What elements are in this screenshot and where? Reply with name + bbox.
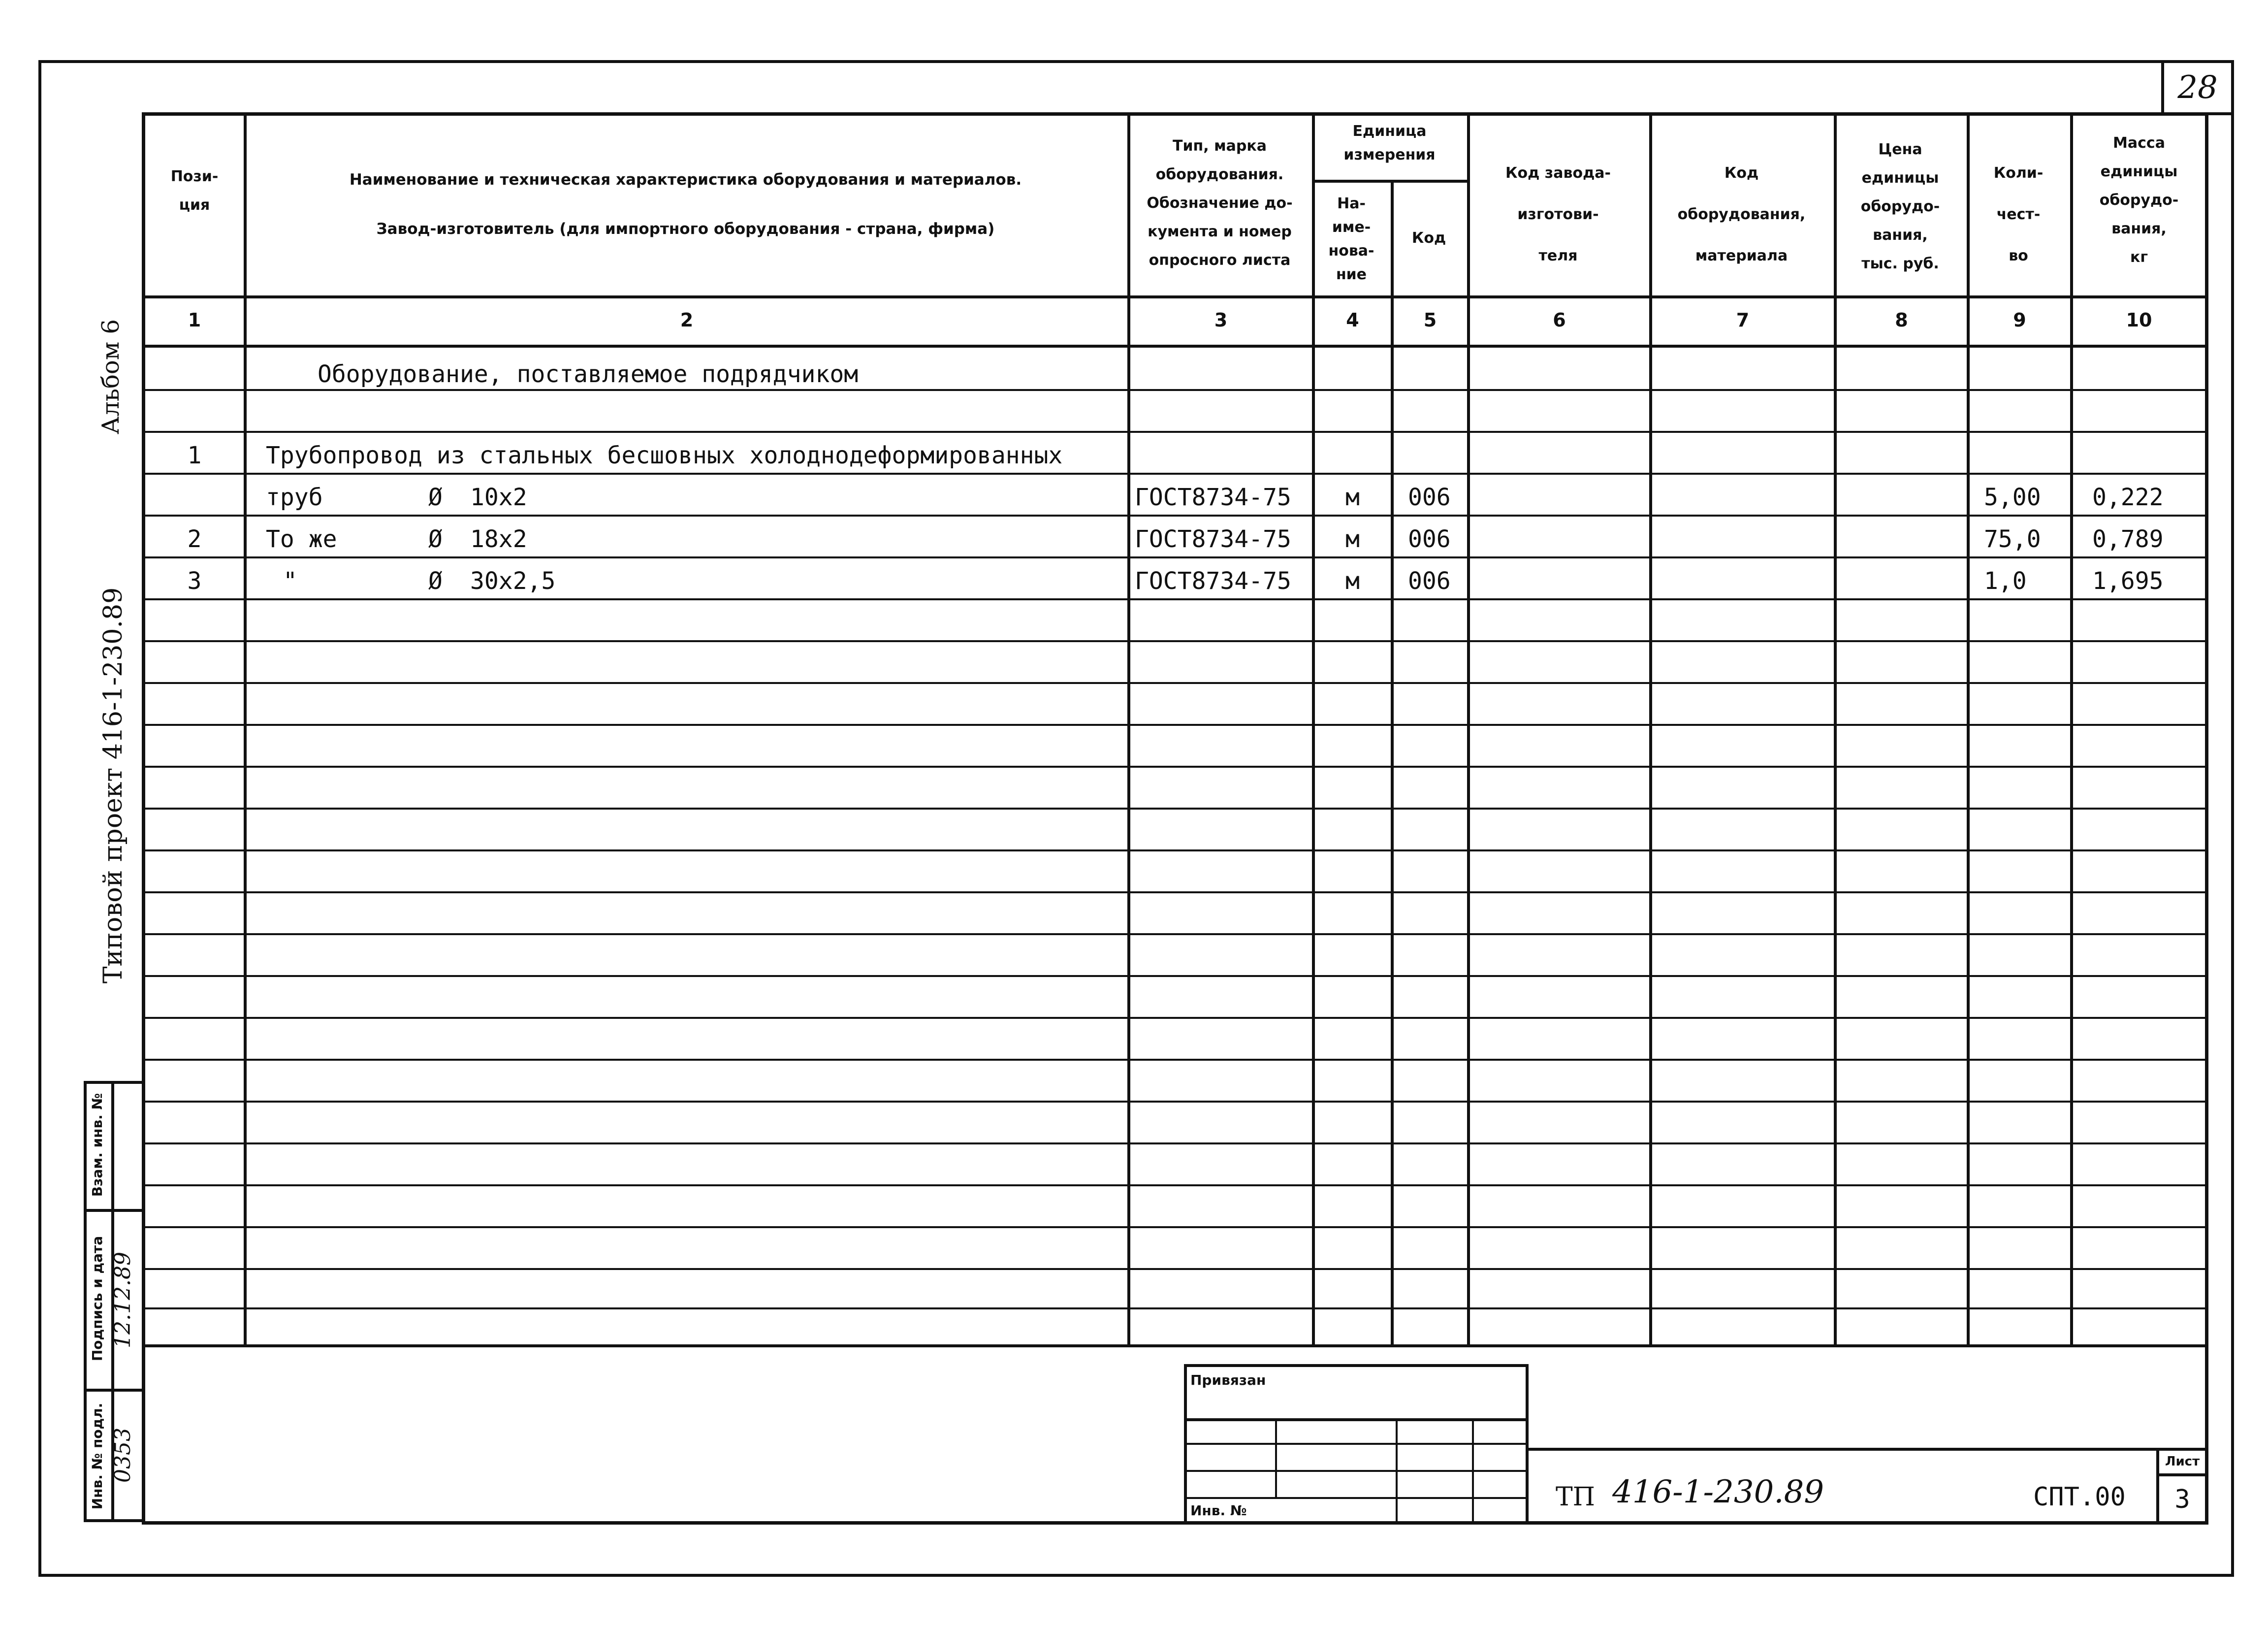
- row-line: [142, 975, 2208, 977]
- inv-podl-text: Инв. № подл.: [89, 1402, 105, 1510]
- row2-mass: 0,789: [2092, 525, 2164, 553]
- row-line: [142, 724, 2208, 726]
- side-podpis-label: [85, 1211, 110, 1386]
- row1b-name: труб: [266, 484, 323, 511]
- colnum-7: 7: [1736, 309, 1750, 331]
- privyazan-line-1: [1184, 1418, 1529, 1421]
- row-line: [142, 808, 2208, 810]
- row1-pos: 1: [187, 442, 202, 469]
- list-value: 3: [2174, 1485, 2190, 1514]
- row-line: [142, 1184, 2208, 1186]
- doc-code: СПТ.00: [2033, 1482, 2126, 1512]
- row3-mass: 1,695: [2092, 567, 2164, 595]
- side-podpis-value: [108, 1221, 138, 1379]
- privyazan-vline-3: [1472, 1418, 1474, 1525]
- side-inv-label: [85, 1392, 110, 1520]
- row-line: [142, 431, 2208, 433]
- col-line-4: [1391, 180, 1394, 1344]
- project-label: [94, 574, 133, 997]
- list-label: Лист: [2165, 1454, 2200, 1469]
- row3-size: 30x2,5: [470, 567, 556, 595]
- header-price: Цена единицы оборудо- вания, тыс. руб.: [1860, 141, 1940, 272]
- header-name: Наименование и техническая характеристика оборудования и материалов. Завод-изготовитель (для импортного оборудования - страна, фирма): [349, 171, 1022, 238]
- row3-qty: 1,0: [1984, 567, 2027, 595]
- privyazan-vline-2: [1396, 1418, 1398, 1525]
- row3-pos: 3: [187, 567, 202, 595]
- row-line: [142, 1142, 2208, 1144]
- table-bottom-line: [142, 1344, 2208, 1347]
- privyazan-vline-1: [1275, 1418, 1277, 1497]
- row1b-unit: м: [1345, 484, 1360, 511]
- colnum-bottom-line: [142, 345, 2208, 348]
- row-line: [142, 891, 2208, 893]
- side-stamp-divider-2: [84, 1389, 145, 1392]
- header-factory-code: Код завода- изготови- теля: [1505, 164, 1611, 264]
- privyazan-line-3: [1184, 1470, 1529, 1472]
- row-line: [142, 1059, 2208, 1061]
- colnum-9: 9: [2013, 309, 2026, 331]
- row2-size: 18x2: [470, 525, 527, 553]
- header-mass: Масса единицы оборудо- вания, кг: [2099, 134, 2179, 266]
- row3-doc: ГОСТ8734-75: [1135, 567, 1291, 595]
- row2-pos: 2: [187, 525, 202, 553]
- row2-doc: ГОСТ8734-75: [1135, 525, 1291, 553]
- album-label: [94, 313, 128, 441]
- album-text: Альбом 6: [97, 319, 125, 434]
- podpis-value-text: 12.12.89: [110, 1252, 135, 1348]
- tp-prefix: ТП: [1556, 1482, 1596, 1512]
- row2-unit: м: [1345, 525, 1360, 553]
- colnum-5: 5: [1423, 309, 1437, 331]
- row1b-size: 10x2: [470, 484, 527, 511]
- colnum-3: 3: [1214, 309, 1228, 331]
- table-top-line: [142, 112, 2208, 115]
- vzam-text: Взам. инв. №: [89, 1093, 105, 1197]
- tp-number: 416-1-230.89: [1612, 1474, 1824, 1510]
- row3-name: ": [283, 567, 297, 595]
- header-unit: Единица измерения: [1343, 123, 1436, 163]
- row-line: [142, 1017, 2208, 1019]
- row-line: [142, 1226, 2208, 1228]
- privyazan-line-2: [1184, 1443, 1529, 1445]
- sheet-number-top: 28: [2177, 69, 2218, 106]
- row3-unit: м: [1345, 567, 1360, 595]
- row1b-mass: 0,222: [2092, 484, 2164, 511]
- list-box-divider: [2156, 1473, 2208, 1476]
- colnum-1: 1: [188, 309, 201, 331]
- row-line: [142, 849, 2208, 851]
- row1b-code: 006: [1408, 484, 1451, 511]
- colnum-8: 8: [1895, 309, 1908, 331]
- unit-subheader-line: [1312, 180, 1467, 183]
- header-quantity: Коли- чест- во: [1993, 164, 2044, 264]
- row-line: [142, 1307, 2208, 1309]
- privyazan-label: Привязан: [1190, 1372, 1266, 1388]
- row2-name: То же: [266, 525, 337, 553]
- row1b-doc: ГОСТ8734-75: [1135, 484, 1291, 511]
- row1b-qty: 5,00: [1984, 484, 2041, 511]
- row-line: [142, 933, 2208, 935]
- header-unit-code: Код: [1411, 229, 1446, 247]
- inv-podl-value-text: 0353: [110, 1428, 135, 1483]
- row1-name: Трубопровод из стальных бесшовных холоднодеформированных: [266, 442, 1063, 469]
- section-title: Оборудование, поставляемое подрядчиком: [318, 360, 859, 388]
- header-type: Тип, марка оборудования. Обозначение до- кумента и номер опросного листа: [1147, 137, 1293, 269]
- podpis-text: Подпись и дата: [89, 1236, 105, 1362]
- header-unit-name: На- име- нова- ние: [1328, 195, 1374, 283]
- colnum-4: 4: [1346, 309, 1359, 331]
- row3-dia: Ø: [428, 567, 443, 595]
- header-equipment-code: Код оборудования, материала: [1677, 164, 1806, 264]
- row2-dia: Ø: [428, 525, 443, 553]
- row-line: [142, 1101, 2208, 1103]
- row2-qty: 75,0: [1984, 525, 2041, 553]
- colnum-6: 6: [1553, 309, 1566, 331]
- row-line: [142, 682, 2208, 684]
- colnum-2: 2: [680, 309, 694, 331]
- title-block-line: [1529, 1448, 2208, 1451]
- row1b-dia: Ø: [428, 484, 443, 511]
- project-text: Типовой проект 416-1-230.89: [98, 587, 128, 984]
- row3-code: 006: [1408, 567, 1451, 595]
- row-line: [142, 640, 2208, 642]
- header-position: Пози- ция: [170, 168, 219, 214]
- inv-no-label: Инв. №: [1190, 1502, 1247, 1519]
- colnum-10: 10: [2126, 309, 2152, 331]
- row2-code: 006: [1408, 525, 1451, 553]
- row-line: [142, 766, 2208, 768]
- side-vzam-label: [85, 1081, 110, 1209]
- side-inv-value: [108, 1401, 138, 1509]
- row-line: [142, 1268, 2208, 1270]
